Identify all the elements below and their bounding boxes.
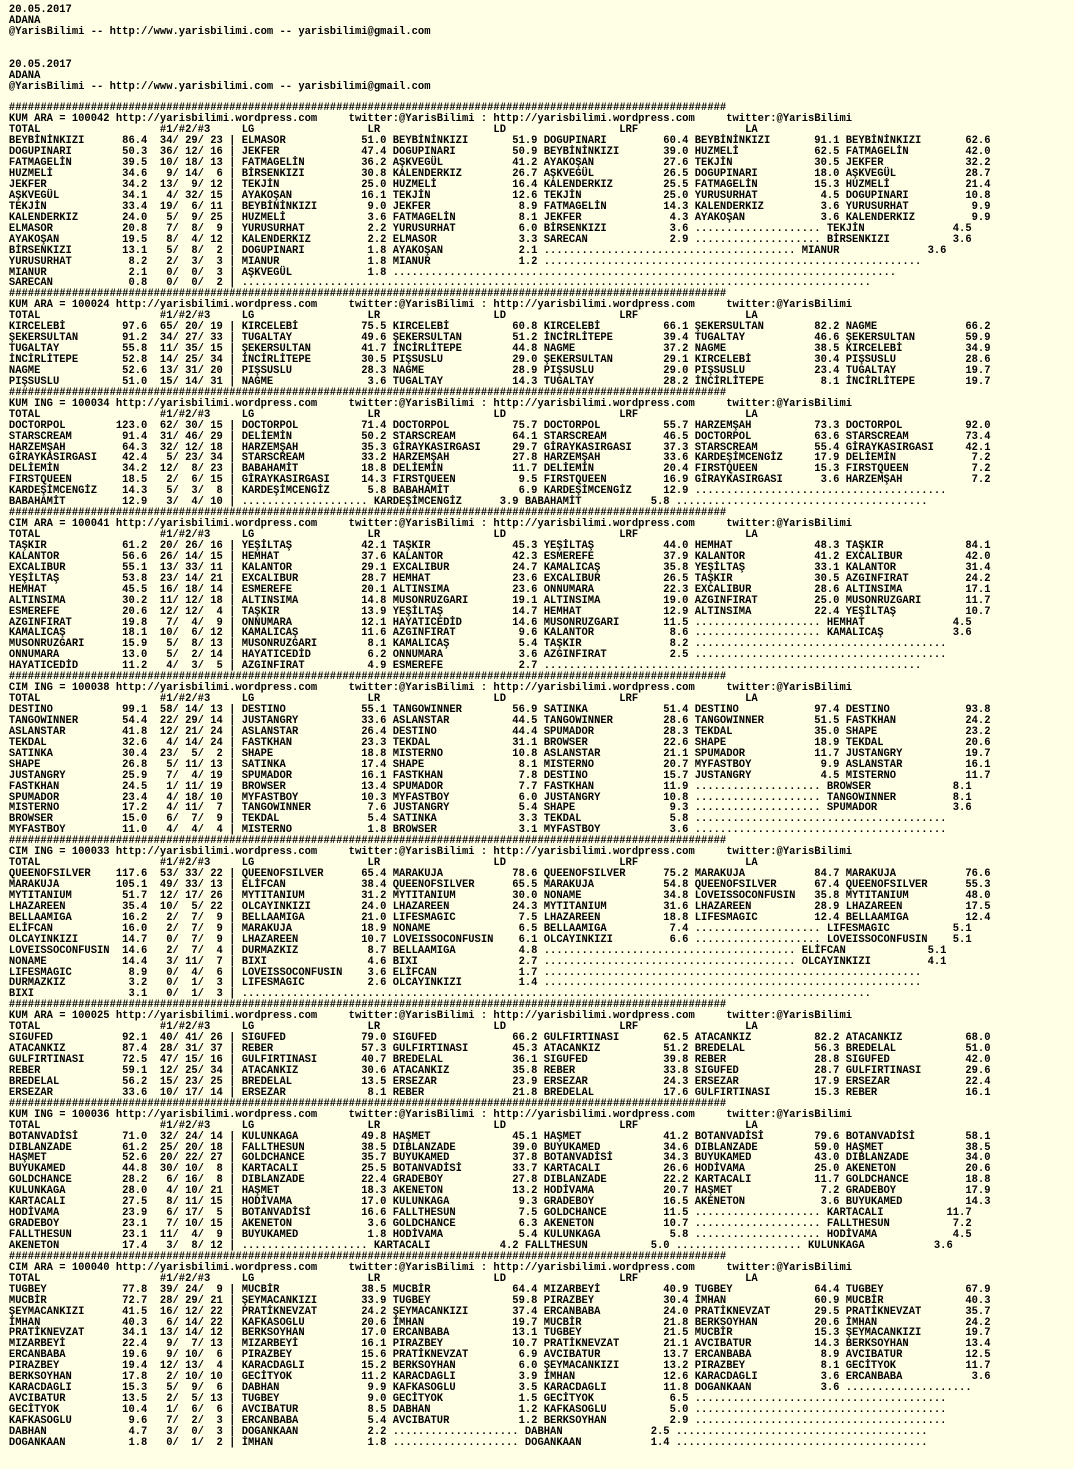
text-line: İNCİRLİTEPE 52.8 14/ 25/ 34 | İNCİRLİTEPE 30.5 PIŞSUSLU 29.0 ŞEKERSULTAN 29.1 KIRCELEBİ 30.4 PIŞSUSLU 28.6 <box>8 354 991 366</box>
text-line: SPUMADOR 23.4 4/ 18/ 10 | MYFASTBOY 10.3 MYFASTBOY 6.0 JUSTANGRY 10.8 .................... TANGOWINNER 8.1 <box>8 791 972 804</box>
separator-line: ################################################################################################################## <box>8 999 727 1012</box>
separator-line: ################################################################################################################## <box>8 835 727 848</box>
text-line: ALTINSIMA 30.2 11/ 12/ 18 | ALTINSIMA 14.8 MUSONRUZGARI 19.1 ALTINSIMA 19.0 AZGINFIRAT 25.0 MUSONRUZGARI 11.7 <box>8 594 991 607</box>
text-line: KULUNKAGA 28.0 4/ 10/ 21 | HAŞMET 18.3 AKENETON 13.2 HODİVAMA 20.7 HAŞMET 7.2 GRADEBOY 17.9 <box>8 1185 991 1198</box>
text-line: ELİFCAN 16.0 2/ 7/ 9 | MARAKUJA 18.9 NONAME 6.5 BELLAAMIGA 7.4 .................... LIFESMAGIC 5.1 <box>8 922 972 935</box>
text-line: TOTAL #1/#2/#3 LG LR LD LRF LA <box>8 408 758 421</box>
text-line: TEKDAL 32.6 4/ 14/ 24 | FASTKHAN 23.3 TEKDAL 31.1 BROWSER 22.6 SHAPE 18.9 TEKDAL 20.6 <box>8 736 991 749</box>
separator-line: ################################################################################################################## <box>8 507 727 520</box>
text-line: AZGINFIRAT 19.8 7/ 4/ 9 | ONNUMARA 12.1 HAYATICEDİD 14.6 MUSONRUZGARI 11.5 .................... HEMHAT 4.5 <box>8 616 972 629</box>
text-line: İMHAN 40.3 6/ 14/ 22 | KAFKASOGLU 20.6 İMHAN 19.7 MUCBİR 21.8 BERKSOYHAN 20.6 İMHAN 24.2 <box>8 1316 991 1329</box>
text-line: LIFESMAGIC 8.9 0/ 4/ 6 | LOVEISSOCONFUSIN 3.6 ELİFCAN 1.7 ............................................................ <box>8 966 922 979</box>
text-line: TOTAL #1/#2/#3 LG LR LD LRF LA <box>8 310 758 323</box>
text-line: TOTAL #1/#2/#3 LG LR LD LRF LA <box>8 857 758 870</box>
text-line: KARTACALI 27.5 8/ 11/ 15 | HODİVAMA 17.0 KULUNKAGA 9.3 GRADEBOY 16.5 AKENETON 3.6 BUYUKAMED 14.3 <box>8 1196 991 1209</box>
text-line: KALANTOR 56.6 26/ 14/ 15 | HEMHAT 37.6 KALANTOR 42.3 ESMEREFE 37.9 KALANTOR 41.2 EXCALIBUR 42.0 <box>8 550 991 563</box>
text-line: KALENDERKIZ 24.0 5/ 9/ 25 | HUZMELİ 3.6 FATMAGELİN 8.1 JEKFER 4.3 AYAKOŞAN 3.6 KALENDERKIZ 9.9 <box>8 211 991 224</box>
text-line: HARZEMŞAH 64.3 32/ 12/ 18 | HARZEMŞAH 35.3 GİRAYKASIRGASI 29.7 GİRAYKASIRGASI 37.3 STARSCREAM 55.4 GİRAYKASIRGASI 42.1 <box>8 441 991 454</box>
text-line: MUCBİR 72.7 28/ 29/ 21 | ŞEYMACANKIZI 33.9 TUGBEY 59.8 PIRAZBEY 30.4 İMHAN 60.9 MUCBİR 40.3 <box>8 1294 991 1307</box>
text-line: GECİTYOK 10.4 1/ 6/ 6 | AVCIBATUR 8.5 DABHAN 1.2 KAFKASOGLU 5.0 ........................................ <box>8 1404 947 1416</box>
text-line: MUSONRUZGARI 15.9 5/ 8/ 13 | MUSONRUZGARI 8.1 KAMALICAŞ 5.4 TAŞKIR 8.2 ........................................ <box>8 638 947 651</box>
text-line: AŞKVEGÜL 34.1 4/ 32/ 15 | AYAKOŞAN 16.1 TEKJİN 12.6 TEKJİN 25.0 YURUSURHAT 4.5 DOGUPINARI 10.8 <box>8 189 991 202</box>
text-line: MIZARBEYİ 22.4 9/ 7/ 13 | MIZARBEYİ 16.1 PIRAZBEY 10.7 PRATİKNEVZAT 21.1 AVCIBATUR 14.3 BERKSOYHAN 13.4 <box>8 1338 991 1351</box>
text-line: DIBLANZADE 61.2 25/ 20/ 18 | FALLTHESUN 38.5 DIBLANZADE 39.0 BUYUKAMED 34.6 DIBLANZADE 59.0 HAŞMET 38.5 <box>8 1141 991 1154</box>
text-line: SATINKA 30.4 23/ 5/ 2 | SHAPE 18.8 MISTERNO 10.8 ASLANSTAR 21.1 SPUMADOR 11.7 JUSTANGRY 19.7 <box>8 747 991 760</box>
text-line: HAYATICEDİD 11.2 4/ 3/ 5 | AZGINFIRAT 4.9 ESMEREFE 2.7 ............................................................ <box>8 660 922 673</box>
text-line: KARACDAGLI 15.3 5/ 9/ 6 | DABHAN 9.9 KAFKASOGLU 3.5 KARACDAGLI 11.8 DOGANKAAN 3.6 .................... <box>8 1382 972 1395</box>
text-line: PIRAZBEY 19.4 12/ 13/ 4 | KARACDAGLI 15.2 BERKSOYHAN 6.0 ŞEYMACANKIZI 13.2 PIRAZBEY 8.1 GECİTYOK 11.7 <box>8 1360 991 1373</box>
text-line: GRADEBOY 23.1 7/ 10/ 15 | AKENETON 3.6 GOLDCHANCE 6.3 AKENETON 10.7 .................... FALLTHESUN 7.2 <box>8 1218 972 1231</box>
text-line: ERSEZAR 33.6 10/ 17/ 14 | ERSEZAR 8.1 REBER 21.8 BREDELAL 17.6 GULFIRTINASI 15.3 REBER 16.1 <box>8 1086 991 1099</box>
text-line: ONNUMARA 13.0 5/ 2/ 14 | HAYATICEDİD 6.2 ONNUMARA 3.6 AZGINFIRAT 2.5 ........................................ <box>8 649 947 662</box>
text-line: JUSTANGRY 25.9 7/ 4/ 19 | SPUMADOR 16.1 FASTKHAN 7.8 DESTINO 15.7 JUSTANGRY 4.5 MISTERNO 11.7 <box>8 769 991 782</box>
separator-line: ################################################################################################################## <box>8 386 727 399</box>
text-line: TAŞKIR 61.2 20/ 26/ 16 | YEŞİLTAŞ 42.1 TAŞKIR 45.3 YEŞİLTAŞ 44.0 HEMHAT 48.3 TAŞKIR 84.1 <box>8 539 991 552</box>
text-line: TOTAL #1/#2/#3 LG LR LD LRF LA <box>8 1272 758 1285</box>
text-line: ŞEKERSULTAN 91.2 34/ 27/ 33 | TUGALTAY 49.6 ŞEKERSULTAN 51.2 İNCİRLİTEPE 39.4 TUGALTAY 46.6 ŞEKERSULTAN 59.9 <box>8 332 991 345</box>
text-line: EXCALIBUR 55.1 13/ 33/ 11 | KALANTOR 29.1 EXCALIBUR 24.7 KAMALICAŞ 35.8 YEŞİLTAŞ 33.1 KALANTOR 31.4 <box>8 561 991 574</box>
text-line: TUGBEY 77.8 39/ 24/ 9 | MUCBİR 38.5 MUCBİR 64.4 MIZARBEYİ 40.9 TUGBEY 64.4 TUGBEY 67.9 <box>8 1283 991 1296</box>
separator-line: ################################################################################################################## <box>8 288 727 301</box>
text-line: DOGANKAAN 1.8 0/ 1/ 2 | İMHAN 1.8 .................... DOGANKAAN 1.4 ........................................ <box>8 1436 928 1449</box>
text-line: 20.05.2017 <box>8 4 72 16</box>
text-line: YEŞİLTAŞ 53.8 23/ 14/ 21 | EXCALIBUR 28.7 HEMHAT 23.6 EXCALIBUR 26.5 TAŞKIR 30.5 AZGINFIRAT 24.2 <box>8 572 991 585</box>
text-line: DELİEMİN 34.2 12/ 8/ 23 | BABAHAMİT 18.8 DELİEMİN 11.7 DELİEMİN 20.4 FIRSTQUEEN 15.3 FIRSTQUEEN 7.2 <box>8 463 991 476</box>
text-line: STARSCREAM 91.4 31/ 46/ 29 | DELİEMİN 50.2 STARSCREAM 64.1 STARSCREAM 46.5 DOCTORPOL 63.6 STARSCREAM 73.4 <box>8 430 991 443</box>
text-line: KARDEŞİMCENGİZ 14.3 5/ 3/ 8 | KARDEŞİMCENGİZ 5.8 BABAHAMİT 6.9 KARDEŞİMCENGİZ 12.9 ........................................ <box>8 485 947 498</box>
text-line: KUM ARA = 100024 http://yarisbilimi.wordpress.com twitter:@YarisBilimi : http://yarisbilimi.wordpress.com twitter:@YarisBilimi <box>8 299 853 312</box>
text-line: JEKFER 34.2 13/ 9/ 12 | TEKJİN 25.0 HUZMELİ 16.4 KALENDERKIZ 25.5 FATMAGELİN 15.3 HUZMELİ 21.4 <box>8 179 991 191</box>
text-line: REBER 59.1 12/ 25/ 34 | ATACANKIZ 30.6 ATACANKIZ 35.8 REBER 33.8 SIGUFED 28.7 GULFIRTINASI 29.6 <box>8 1064 991 1077</box>
text-line: ADANA <box>8 14 41 27</box>
text-line: GOLDCHANCE 28.2 6/ 16/ 8 | DIBLANZADE 22.4 GRADEBOY 27.8 DIBLANZADE 22.2 KARTACALI 11.7 GOLDCHANCE 18.8 <box>8 1174 991 1187</box>
text-line: ATACANKIZ 87.4 28/ 31/ 37 | REBER 57.3 GULFIRTINASI 45.3 ATACANKIZ 51.2 BREDELAL 56.3 BREDELAL 51.0 <box>8 1043 991 1056</box>
text-line: DESTINO 99.1 58/ 14/ 13 | DESTINO 55.1 TANGOWINNER 56.9 SATINKA 51.4 DESTINO 97.4 DESTINO 93.8 <box>8 704 991 716</box>
separator-line: ################################################################################################################## <box>8 102 727 115</box>
text-line: AVCIBATUR 13.5 2/ 5/ 13 | TUGBEY 9.0 GECİTYOK 1.5 GECİTYOK 6.5 ........................................ <box>8 1393 947 1406</box>
text-line: LOVEISSOCONFUSIN 14.6 2/ 7/ 4 | DURMAZKIZ 8.7 BELLAAMIGA 4.8 ........................................ ELİFCAN 5.1 <box>8 944 947 957</box>
separator-line: ################################################################################################################## <box>8 671 727 684</box>
text-line: NONAME 14.4 3/ 11/ 7 | BIXI 4.6 BIXI 2.7 ........................................ OLCAYINKIZI 4.1 <box>8 955 947 968</box>
text-line: TOTAL #1/#2/#3 LG LR LD LRF LA <box>8 693 758 706</box>
text-line: DURMAZKIZ 3.2 0/ 1/ 3 | LIFESMAGIC 2.6 OLCAYINKIZI 1.4 ............................................................ <box>8 977 922 990</box>
text-line: TOTAL #1/#2/#3 LG LR LD LRF LA <box>8 124 758 137</box>
text-line: MYFASTBOY 11.0 4/ 4/ 4 | MISTERNO 1.8 BROWSER 3.1 MYFASTBOY 3.6 ........................................ <box>8 824 947 837</box>
text-line: ERCANBABA 19.6 9/ 10/ 6 | PIRAZBEY 15.6 PRATİKNEVZAT 6.9 AVCIBATUR 13.7 ERCANBABA 8.9 AVCIBATUR 12.5 <box>8 1349 991 1362</box>
text-line: HUZMELİ 34.6 9/ 14/ 6 | BİRSENKIZI 30.8 KALENDERKIZ 26.7 AŞKVEGÜL 26.5 DOGUPINARI 18.0 AŞKVEGÜL 28.7 <box>8 168 991 181</box>
text-line: SARECAN 0.8 0/ 0/ 2 | .................................................................................................... <box>8 277 871 290</box>
text-line: BERKSOYHAN 17.8 2/ 10/ 10 | GECİTYOK 11.2 KARACDAGLI 3.9 İMHAN 12.6 KARACDAGLI 3.6 ERCANBABA 3.6 <box>8 1371 991 1384</box>
text-line: 20.05.2017 <box>8 58 72 71</box>
text-line: BOTANVADİSİ 71.0 32/ 24/ 14 | KULUNKAGA 49.8 HAŞMET 45.1 HAŞMET 41.2 BOTANVADİSİ 79.6 BOTANVADİSİ 58.1 <box>8 1130 991 1143</box>
text-line: KAMALICAŞ 18.1 10/ 6/ 12 | KAMALICAŞ 11.6 AZGINFIRAT 9.6 KALANTOR 8.6 .................... KAMALICAŞ 3.6 <box>8 627 972 640</box>
text-line: ADANA <box>8 69 41 82</box>
text-line: MISTERNO 17.2 4/ 11/ 7 | TANGOWINNER 7.6 JUSTANGRY 5.4 SHAPE 9.3 .................... SPUMADOR 3.6 <box>8 802 972 815</box>
text-line: TEKJİN 33.4 19/ 6/ 11 | BEYBİNİNKIZI 9.0 JEKFER 8.9 FATMAGELİN 14.3 KALENDERKIZ 3.6 YURUSURHAT 9.9 <box>8 200 991 213</box>
text-line: CIM ARA = 100041 http://yarisbilimi.wordpress.com twitter:@YarisBilimi : http://yarisbilimi.wordpress.com twitter:@YarisBilimi <box>8 518 853 531</box>
text-line: CIM ING = 100033 http://yarisbilimi.wordpress.com twitter:@YarisBilimi : http://yarisbilimi.wordpress.com twitter:@YarisBilimi <box>8 846 853 859</box>
text-line: FALLTHESUN 23.1 11/ 4/ 9 | BUYUKAMED 1.8 HODİVAMA 5.4 KULUNKAGA 5.8 .................... HODİVAMA 4.5 <box>8 1229 972 1241</box>
text-line: TOTAL #1/#2/#3 LG LR LD LRF LA <box>8 529 758 541</box>
text-line: BEYBİNİNKIZI 86.4 34/ 29/ 23 | ELMASOR 51.0 BEYBİNİNKIZI 51.9 DOGUPINARI 60.4 BEYBİNİNKIZI 91.1 BEYBİNİNKIZI 62.6 <box>8 135 991 148</box>
text-line: QUEENOFSILVER 117.6 53/ 33/ 22 | QUEENOFSILVER 65.4 MARAKUJA 78.6 QUEENOFSILVER 75.2 MARAKUJA 84.7 MARAKUJA 76.6 <box>8 868 991 881</box>
text-line: BABAHAMİT 12.9 3/ 4/ 10 | .................... KARDEŞİMCENGİZ 3.9 BABAHAMİT 5.8 ........................................ <box>8 496 928 509</box>
text-line: BREDELAL 56.2 15/ 23/ 25 | BREDELAL 13.5 ERSEZAR 23.9 ERSEZAR 24.3 ERSEZAR 17.9 ERSEZAR 22.4 <box>8 1075 991 1088</box>
text-line: BIXI 3.1 0/ 1/ 3 | .................................................................................................... <box>8 988 871 1001</box>
text-line: HAŞMET 52.6 20/ 22/ 27 | GOLDCHANCE 35.7 BUYUKAMED 37.8 BOTANVADİSİ 34.3 BUYUKAMED 43.0 DIBLANZADE 34.0 <box>8 1152 991 1165</box>
text-line: ASLANSTAR 41.8 12/ 21/ 24 | ASLANSTAR 26.4 DESTINO 44.4 SPUMADOR 28.3 TEKDAL 35.0 SHAPE 23.2 <box>8 725 991 738</box>
text-line: MYTITANIUM 51.7 12/ 17/ 26 | MYTITANIUM 31.2 MYTITANIUM 30.0 NONAME 34.8 LOVEISSOCONFUSIN 35.8 MYTITANIUM 48.0 <box>8 889 991 902</box>
text-line: BİRSENKIZI 13.1 5/ 8/ 2 | DOGUPINARI 1.8 AYAKOŞAN 2.1 ........................................ MIANUR 3.6 <box>8 244 947 257</box>
text-line: KUM ARA = 100025 http://yarisbilimi.wordpress.com twitter:@YarisBilimi : http://yarisbilimi.wordpress.com twitter:@YarisBilimi <box>8 1010 853 1023</box>
text-line: AYAKOŞAN 19.5 8/ 4/ 12 | KALENDERKIZ 2.2 ELMASOR 3.3 SARECAN 2.9 .................... BİRSENKIZI 3.6 <box>8 233 972 246</box>
text-line: BELLAAMIGA 16.2 2/ 7/ 9 | BELLAAMIGA 21.0 LIFESMAGIC 7.5 LHAZAREEN 18.8 LIFESMAGIC 12.4 BELLAAMIGA 12.4 <box>8 911 991 924</box>
text-line: PIŞSUSLU 51.0 15/ 14/ 31 | NAGME 3.6 TUGALTAY 14.3 TUGALTAY 28.2 İNCİRLİTEPE 8.1 İNCİRLİTEPE 19.7 <box>8 375 991 388</box>
text-line: HODİVAMA 23.9 6/ 17/ 5 | BOTANVADİSİ 16.6 FALLTHESUN 7.5 GOLDCHANCE 11.5 .................... KARTACALI 11.7 <box>8 1207 972 1220</box>
text-line: YURUSURHAT 8.2 2/ 3/ 3 | MIANUR 1.8 MIANUR 1.2 ............................................................ <box>8 255 922 268</box>
text-line: PRATİKNEVZAT 34.1 13/ 14/ 12 | BERKSOYHAN 17.0 ERCANBABA 13.1 TUGBEY 21.5 MUCBİR 15.3 ŞEYMACANKIZI 19.7 <box>8 1327 991 1340</box>
text-line: CIM ARA = 100040 http://yarisbilimi.wordpress.com twitter:@YarisBilimi : http://yarisbilimi.wordpress.com twitter:@YarisBilimi <box>8 1261 853 1274</box>
text-line: FASTKHAN 24.5 1/ 11/ 19 | BROWSER 13.4 SPUMADOR 7.7 FASTKHAN 11.9 .................... BROWSER 8.1 <box>8 780 972 793</box>
text-line: BUYUKAMED 44.8 30/ 10/ 8 | KARTACALI 25.5 BOTANVADİSİ 33.7 KARTACALI 26.6 HODİVAMA 25.0 AKENETON 20.6 <box>8 1163 991 1176</box>
text-line: ESMEREFE 20.6 12/ 12/ 4 | TAŞKIR 13.9 YEŞİLTAŞ 14.7 HEMHAT 12.9 ALTINSIMA 22.4 YEŞİLTAŞ 10.7 <box>8 605 991 618</box>
text-line: SIGUFED 92.1 40/ 41/ 26 | SIGUFED 79.0 SIGUFED 66.2 GULFIRTINASI 62.5 ATACANKIZ 82.2 ATACANKIZ 68.0 <box>8 1032 991 1045</box>
text-line: FIRSTQUEEN 18.5 2/ 6/ 15 | GİRAYKASIRGASI 14.3 FIRSTQUEEN 9.5 FIRSTQUEEN 16.9 GİRAYKASIRGASI 3.6 HARZEMŞAH 7.2 <box>8 474 991 487</box>
text-line: MARAKUJA 105.1 49/ 33/ 13 | ELİFCAN 38.4 QUEENOFSILVER 65.5 MARAKUJA 54.8 QUEENOFSILVER 67.4 QUEENOFSILVER 55.3 <box>8 879 991 891</box>
text-line: HEMHAT 45.5 16/ 18/ 14 | ESMEREFE 20.1 ALTINSIMA 23.6 ONNUMARA 22.3 EXCALIBUR 28.6 ALTINSIMA 17.1 <box>8 583 991 596</box>
text-line: TANGOWINNER 54.4 22/ 29/ 14 | JUSTANGRY 33.6 ASLANSTAR 44.5 TANGOWINNER 28.6 TANGOWINNER 51.5 FASTKHAN 24.2 <box>8 714 991 727</box>
text-line: ŞEYMACANKIZI 41.5 16/ 12/ 22 | PRATİKNEVZAT 24.2 ŞEYMACANKIZI 37.4 ERCANBABA 24.0 PRATİKNEVZAT 29.5 PRATİKNEVZAT 35.7 <box>8 1305 991 1318</box>
blank-line <box>9 38 1063 49</box>
text-line: KUM ING = 100034 http://yarisbilimi.wordpress.com twitter:@YarisBilimi : http://yarisbilimi.wordpress.com twitter:@YarisBilimi <box>8 397 853 410</box>
blank-line <box>9 49 1063 60</box>
text-line: AKENETON 17.4 3/ 8/ 12 | .................... KARTACALI 4.2 FALLTHESUN 5.0 .................... KULUNKAGA 3.6 <box>8 1239 953 1252</box>
text-line: KIRCELEBİ 97.6 65/ 20/ 19 | KIRCELEBİ 75.5 KIRCELEBİ 60.8 KIRCELEBİ 66.1 ŞEKERSULTAN 82.2 NAGME 66.2 <box>8 321 991 334</box>
text-line: NAGME 52.6 13/ 31/ 20 | PIŞSUSLU 28.3 NAGME 28.9 PIŞSUSLU 29.0 PIŞSUSLU 23.4 TUGALTAY 19.7 <box>8 364 991 377</box>
text-line: SHAPE 26.8 5/ 11/ 13 | SATINKA 17.4 SHAPE 8.1 MISTERNO 20.7 MYFASTBOY 9.9 ASLANSTAR 16.1 <box>8 758 991 771</box>
text-line: @YarisBilimi -- http://www.yarisbilimi.com -- yarisbilimi@gmail.com <box>8 80 431 93</box>
text-line: LHAZAREEN 35.4 10/ 5/ 22 | OLCAYINKIZI 24.0 LHAZAREEN 24.3 MYTITANIUM 31.6 LHAZAREEN 28.9 LHAZAREEN 17.5 <box>8 900 991 913</box>
text-line: TOTAL #1/#2/#3 LG LR LD LRF LA <box>8 1119 758 1132</box>
text-line: BROWSER 15.0 6/ 7/ 9 | TEKDAL 5.4 SATINKA 3.3 TEKDAL 5.8 ........................................ <box>8 813 947 826</box>
text-line: CIM ING = 100038 http://yarisbilimi.wordpress.com twitter:@YarisBilimi : http://yarisbilimi.wordpress.com twitter:@YarisBilimi <box>8 682 853 695</box>
text-line: KUM ARA = 100042 http://yarisbilimi.wordpress.com twitter:@YarisBilimi : http://yarisbilimi.wordpress.com twitter:@YarisBilimi <box>8 113 853 126</box>
text-line: MIANUR 2.1 0/ 0/ 3 | AŞKVEGÜL 1.8 ................................................................................ <box>8 266 897 279</box>
text-line: GULFIRTINASI 72.5 47/ 15/ 16 | GULFIRTINASI 40.7 BREDELAL 36.1 SIGUFED 39.8 REBER 28.8 SIGUFED 42.0 <box>8 1054 991 1066</box>
text-line: OLCAYINKIZI 14.7 0/ 7/ 9 | LHAZAREEN 10.7 LOVEISSOCONFUSIN 6.1 OLCAYINKIZI 6.6 .................... LOVEISSOCONFUSIN 5.1 <box>8 933 972 946</box>
text-line: DABHAN 4.7 3/ 0/ 3 | DOGANKAAN 2.2 .................... DABHAN 2.5 ........................................ <box>8 1425 928 1438</box>
text-line: TUGALTAY 55.8 11/ 35/ 15 | ŞEKERSULTAN 41.7 İNCİRLİTEPE 44.8 NAGME 37.2 NAGME 38.5 KIRCELEBİ 34.9 <box>8 343 991 356</box>
text-line: TOTAL #1/#2/#3 LG LR LD LRF LA <box>8 1021 758 1034</box>
text-line: DOGUPINARI 50.3 36/ 12/ 16 | JEKFER 47.4 DOGUPINARI 50.9 BEYBİNİNKIZI 39.0 HUZMELİ 62.5 FATMAGELİN 42.0 <box>8 146 991 159</box>
text-line: FATMAGELİN 39.5 10/ 18/ 13 | FATMAGELİN 36.2 AŞKVEGÜL 41.2 AYAKOŞAN 27.6 TEKJİN 30.5 JEKFER 32.2 <box>8 157 991 170</box>
separator-line: ################################################################################################################## <box>8 1097 727 1110</box>
text-line: GİRAYKASIRGASI 42.4 5/ 23/ 34 | STARSCREAM 33.2 HARZEMŞAH 27.8 HARZEMŞAH 33.6 KARDEŞİMCENGİZ 17.9 DELİEMİN 7.2 <box>8 452 991 465</box>
text-line: DOCTORPOL 123.0 62/ 30/ 15 | DOCTORPOL 71.4 DOCTORPOL 75.7 DOCTORPOL 55.7 HARZEMŞAH 73.3 DOCTORPOL 92.0 <box>8 419 991 432</box>
separator-line: ################################################################################################################## <box>8 1250 727 1263</box>
text-line: ELMASOR 20.8 7/ 8/ 9 | YURUSURHAT 2.2 YURUSURHAT 6.0 BİRSENKIZI 3.6 .................... TEKJİN 4.5 <box>8 222 972 235</box>
text-line: @YarisBilimi -- http://www.yarisbilimi.com -- yarisbilimi@gmail.com <box>8 25 431 38</box>
text-line: KAFKASOGLU 9.6 7/ 2/ 3 | ERCANBABA 5.4 AVCIBATUR 1.2 BERKSOYHAN 2.9 ........................................ <box>8 1414 947 1427</box>
text-line: KUM ING = 100036 http://yarisbilimi.wordpress.com twitter:@YarisBilimi : http://yarisbilimi.wordpress.com twitter:@YarisBilimi <box>8 1108 853 1121</box>
